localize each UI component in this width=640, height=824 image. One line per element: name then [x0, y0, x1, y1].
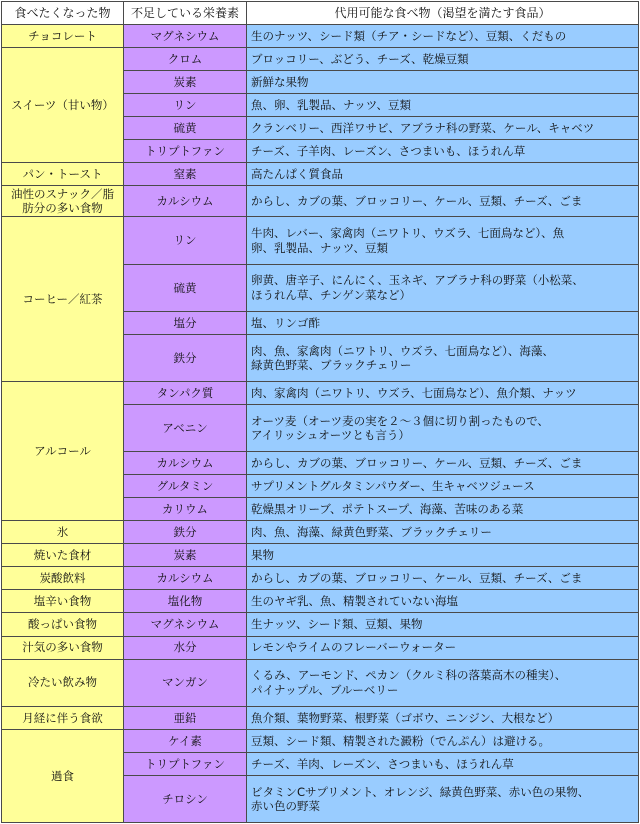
substitute-cell — [247, 775, 639, 822]
substitute-cell — [247, 567, 639, 590]
substitute-line: くるみ、アーモンド、ペカン（クルミ科の落葉高木の種実）、 — [251, 668, 567, 683]
substitute-line: パイナップル、ブルーベリー — [251, 682, 399, 697]
nutrient-cell: 炭素 — [124, 71, 247, 94]
table-row — [2, 544, 639, 567]
nutrient-cell: カルシウム — [124, 452, 247, 475]
substitute-cell — [247, 706, 639, 729]
nutrient-cell: リン — [124, 217, 247, 264]
craved-food-cell: スイーツ（甘い物） — [2, 48, 124, 163]
craved-food-cell: 油性のスナック／脂肪分の多い食物 — [2, 186, 124, 217]
nutrient-cell: カルシウム — [124, 567, 247, 590]
craved-food-cell: チョコレート — [2, 25, 124, 48]
nutrient-cell: 炭素 — [124, 544, 247, 567]
substitute-line: クランベリー、西洋ワサビ、アブラナ科の野菜、ケール、キャベツ — [251, 121, 595, 136]
craving-nutrient-table — [1, 1, 639, 823]
substitute-cell — [247, 475, 639, 498]
craved-food-cell: 汁気の多い食物 — [2, 636, 124, 659]
substitute-cell — [247, 659, 639, 706]
substitute-line: 卵黄、唐辛子、にんにく、玉ネギ、アブラナ科の野菜（小松菜、 — [251, 273, 584, 288]
nutrient-cell: マグネシウム — [124, 613, 247, 636]
substitute-cell — [247, 544, 639, 567]
craved-food-cell: 焼いた食材 — [2, 544, 124, 567]
substitute-line: 肉、魚、家禽肉（ニワトリ、ウズラ、七面鳥など）、海藻、 — [251, 343, 554, 358]
table-row — [2, 706, 639, 729]
table-row — [2, 659, 639, 706]
table-row — [2, 636, 639, 659]
header-substitute: 代用可能な食べ物（渇望を満たす食品） — [247, 2, 639, 25]
substitute-line: 豆類、シード類、精製された澱粉（でんぷん）は避ける。 — [251, 733, 550, 748]
substitute-cell — [247, 752, 639, 775]
substitute-line: ブロッコリー、ぶどう、チーズ、乾燥豆類 — [251, 51, 469, 66]
substitute-cell — [247, 521, 639, 544]
substitute-cell — [247, 311, 639, 334]
nutrient-cell: マグネシウム — [124, 25, 247, 48]
nutrient-cell: ケイ素 — [124, 729, 247, 752]
table-row — [2, 25, 639, 48]
substitute-cell — [247, 71, 639, 94]
nutrient-cell: 鉄分 — [124, 521, 247, 544]
substitute-cell — [247, 381, 639, 404]
nutrient-cell: トリプトファン — [124, 752, 247, 775]
substitute-cell — [247, 498, 639, 521]
substitute-cell — [247, 729, 639, 752]
substitute-line: 魚、卵、乳製品、ナッツ、豆類 — [251, 97, 411, 112]
table-row — [2, 186, 639, 217]
table-row — [2, 613, 639, 636]
substitute-line: からし、カブの葉、ブロッコリー、ケール、豆類、チーズ、ごま — [251, 571, 583, 586]
substitute-cell — [247, 25, 639, 48]
craved-food-cell: 月経に伴う食欲 — [2, 706, 124, 729]
substitute-cell — [247, 613, 639, 636]
substitute-line: からし、カブの葉、ブロッコリー、ケール、豆類、チーズ、ごま — [251, 455, 583, 470]
substitute-cell — [247, 163, 639, 186]
substitute-line: 赤い色の野菜 — [251, 798, 320, 813]
substitute-cell — [247, 186, 639, 217]
table-row — [2, 521, 639, 544]
craved-food-cell: 過食 — [2, 729, 124, 822]
craved-food-cell: 炭酸飲料 — [2, 567, 124, 590]
nutrient-cell: 水分 — [124, 636, 247, 659]
nutrient-cell: タンパク質 — [124, 381, 247, 404]
substitute-line: ほうれん草、チンゲン菜など） — [251, 287, 411, 302]
header-food: 食べたくなった物 — [2, 2, 124, 25]
nutrient-cell: 窒素 — [124, 163, 247, 186]
substitute-line: ビタミンCサプリメント、オレンジ、緑黄色野菜、赤い色の果物、 — [251, 784, 590, 799]
substitute-line: チーズ、羊肉、レーズン、さつまいも、ほうれん草 — [251, 756, 514, 771]
substitute-cell — [247, 636, 639, 659]
nutrient-cell: マンガン — [124, 659, 247, 706]
substitute-line: 塩、リンゴ酢 — [251, 315, 320, 330]
craved-food-cell: 塩辛い食物 — [2, 590, 124, 613]
nutrient-cell: カリウム — [124, 498, 247, 521]
substitute-line: レモンやライムのフレーバーウォーター — [251, 640, 457, 655]
nutrient-cell: クロム — [124, 48, 247, 71]
substitute-cell — [247, 590, 639, 613]
substitute-cell — [247, 452, 639, 475]
substitute-cell — [247, 140, 639, 163]
nutrient-cell: リン — [124, 94, 247, 117]
craved-food-cell: パン・トースト — [2, 163, 124, 186]
substitute-cell — [247, 264, 639, 311]
substitute-cell — [247, 94, 639, 117]
substitute-line: 牛肉、レバー、家禽肉（ニワトリ、ウズラ、七面鳥など）、魚 — [251, 226, 565, 241]
header-nutrient: 不足している栄養素 — [124, 2, 247, 25]
nutrient-cell: グルタミン — [124, 475, 247, 498]
table-row — [2, 729, 639, 752]
substitute-cell — [247, 334, 639, 381]
nutrient-cell: 塩化物 — [124, 590, 247, 613]
craved-food-cell: 酸っぱい食物 — [2, 613, 124, 636]
nutrient-cell: トリプトファン — [124, 140, 247, 163]
nutrient-cell: カルシウム — [124, 186, 247, 217]
nutrient-cell: 鉄分 — [124, 334, 247, 381]
table-row — [2, 48, 639, 71]
craved-food-cell: 冷たい飲み物 — [2, 659, 124, 706]
substitute-line: 肉、家禽肉（ニワトリ、ウズラ、七面鳥など）、魚介類、ナッツ — [251, 385, 577, 400]
craved-food-cell: アルコール — [2, 381, 124, 520]
table-row — [2, 567, 639, 590]
nutrient-cell: チロシン — [124, 775, 247, 822]
nutrient-cell: 亜鉛 — [124, 706, 247, 729]
substitute-line: 卵、乳製品、ナッツ、豆類 — [251, 240, 388, 255]
nutrient-cell: 硫黄 — [124, 264, 247, 311]
nutrient-cell: 硫黄 — [124, 117, 247, 140]
substitute-cell — [247, 48, 639, 71]
substitute-line: 果物 — [251, 548, 274, 563]
substitute-cell — [247, 117, 639, 140]
nutrient-cell: 塩分 — [124, 311, 247, 334]
craved-food-cell: 氷 — [2, 521, 124, 544]
substitute-line: 生ナッツ、シード類、豆類、果物 — [251, 617, 423, 632]
substitute-line: 生のヤギ乳、魚、精製されていない海塩 — [251, 594, 458, 609]
substitute-line: アイリッシュオーツとも言う） — [251, 428, 410, 443]
substitute-line: 乾燥黒オリーブ、ポテトスープ、海藻、苦味のある菜 — [251, 502, 524, 517]
substitute-line: オーツ麦（オーツ麦の実を２～３個に切り割ったもので、 — [251, 413, 549, 428]
substitute-line: 新鮮な果物 — [251, 74, 309, 89]
craved-food-cell: コーヒー／紅茶 — [2, 217, 124, 381]
substitute-line: 肉、魚、海藻、緑黄色野菜、ブラックチェリー — [251, 525, 492, 540]
substitute-line: 生のナッツ、シード類（チア・シードなど）、豆類、くだもの — [251, 28, 567, 43]
substitute-cell — [247, 405, 639, 452]
table-row — [2, 381, 639, 404]
substitute-line: 高たんぱく質食品 — [251, 167, 343, 182]
substitute-line: 緑黄色野菜、ブラックチェリー — [251, 357, 412, 372]
substitute-line: からし、カブの葉、ブロッコリー、ケール、豆類、チーズ、ごま — [251, 194, 583, 209]
header-row — [2, 2, 639, 25]
substitute-cell — [247, 217, 639, 264]
table-row — [2, 590, 639, 613]
table-row — [2, 163, 639, 186]
substitute-line: サプリメントグルタミンパウダー、生キャベツジュース — [251, 479, 535, 494]
table-row — [2, 217, 639, 264]
nutrient-cell: アベニン — [124, 405, 247, 452]
table-body — [2, 25, 639, 823]
substitute-line: チーズ、子羊肉、レーズン、さつまいも、ほうれん草 — [251, 144, 526, 159]
substitute-line: 魚介類、葉物野菜、根野菜（ゴボウ、ニンジン、大根など） — [251, 710, 560, 725]
